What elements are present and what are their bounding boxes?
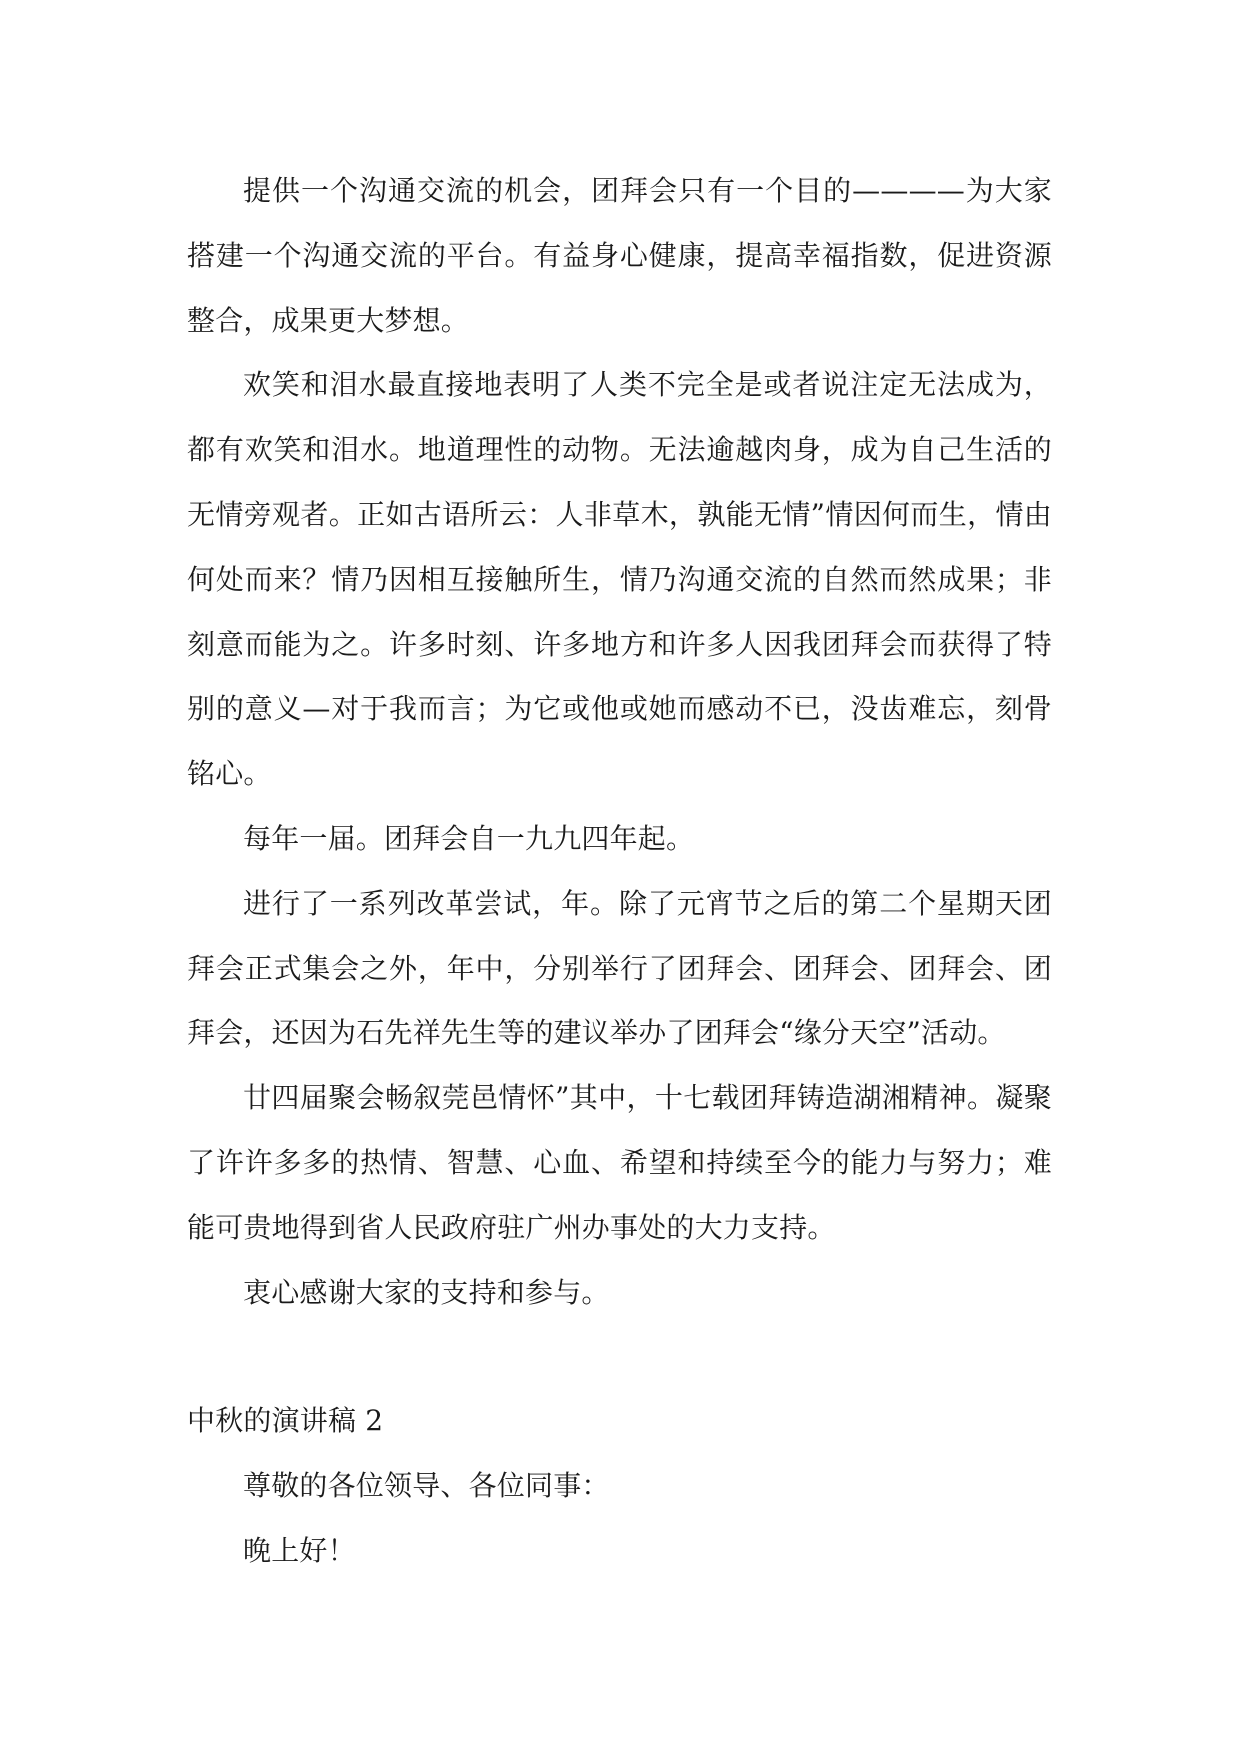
paragraph: 欢笑和泪水最直接地表明了人类不完全是或者说注定无法成为，都有欢笑和泪水。地道理性的动物。无法逾越肉身，成为自己生活的无情旁观者。正如古语所云：人非草木，孰能无情”情因何而生，情由何处而来？情乃因相互接触所生，情乃沟通交流的自然而然成果；非刻意而能为之。许多时刻、许多地方和许多人因我团拜会而获得了特别的意义—对于我而言；为它或他或她而感动不已，没齿难忘，刻骨铭心。: [187, 368, 1052, 791]
paragraph: 进行了一系列改革尝试，年。除了元宵节之后的第二个星期天团拜会正式集会之外，年中，分别举行了团拜会、团拜会、团拜会、团拜会，还因为石先祥先生等的建议举办了团拜会“缘分天空”活动。: [187, 886, 1052, 1050]
paragraph: 每年一届。团拜会自一九九四年起。: [243, 821, 695, 855]
paragraph: 提供一个沟通交流的机会，团拜会只有一个目的————为大家搭建一个沟通交流的平台。有益身心健康，提高幸福指数，促进资源整合，成果更大梦想。: [187, 174, 1052, 337]
document-body: [187, 159, 1052, 1584]
section-spacer: [187, 1325, 1052, 1389]
paragraph: 衷心感谢大家的支持和参与。: [243, 1275, 610, 1309]
paragraph: 廿四届聚会畅叙莞邑情怀”其中，十七载团拜铸造湖湘精神。凝聚了许许多多的热情、智慧、心血、希望和持续至今的能力与努力；难能可贵地得到省人民政府驻广州办事处的大力支持。: [187, 1081, 1052, 1244]
section-title: 中秋的演讲稿 2: [187, 1404, 384, 1438]
salutation: 尊敬的各位领导、各位同事：: [243, 1469, 610, 1503]
greeting: 晚上好！: [243, 1533, 356, 1567]
